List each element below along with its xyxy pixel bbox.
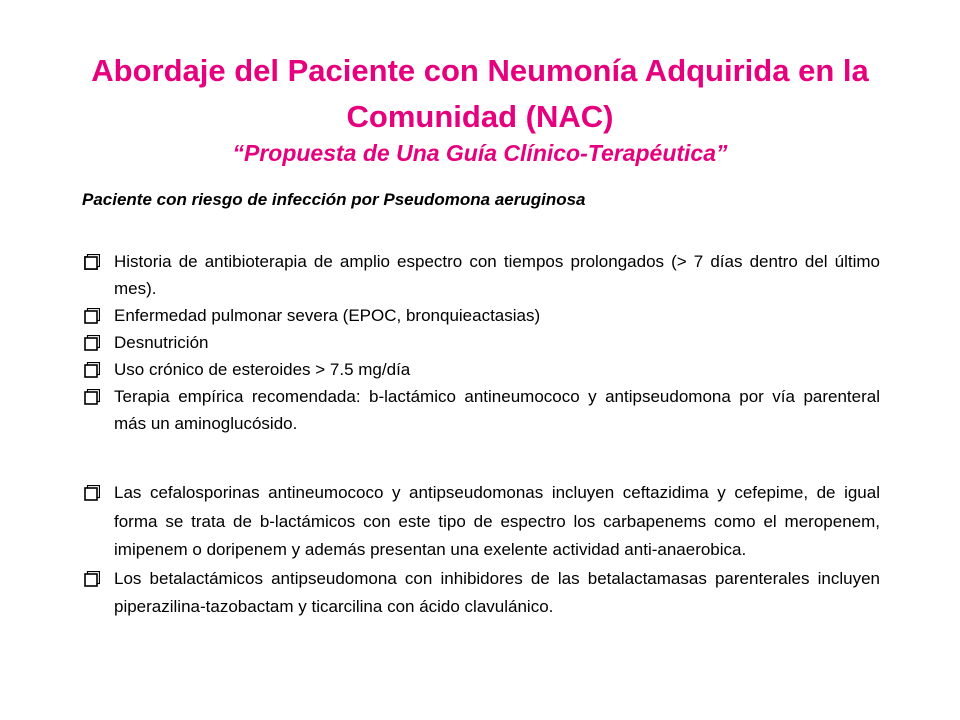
list-item-text: Los betalactámicos antipseudomona con inhibidores de las betalactamasas parenterales incluyen piperazilina-tazobactam y ticarcilina con ácido clavulánico. bbox=[114, 568, 880, 616]
checkbox-icon bbox=[84, 485, 100, 501]
list-item-text: Uso crónico de esteroides > 7.5 mg/día bbox=[114, 360, 411, 379]
slide-subtitle: “Propuesta de Una Guía Clínico-Terapéutica” bbox=[232, 140, 728, 166]
list-item-text: Enfermedad pulmonar severa (EPOC, bronquieactasias) bbox=[114, 306, 541, 325]
list-item bbox=[82, 383, 880, 437]
list-item-text: Las cefalosporinas antineumococo y antipseudomonas incluyen ceftazidima y cefepime, de igual forma se trata de b-lactámicos con este tipo de espectro los carbapenems como el meropenem, imipenem o doripenem y además presentan una exelente actividad anti-anaerobica. bbox=[114, 483, 880, 559]
list-item-text: Terapia empírica recomendada: b-lactámico antineumococo y antipseudomona por vía parenteral más un aminoglucósido. bbox=[114, 387, 880, 433]
checkbox-icon bbox=[84, 335, 100, 351]
notes-list bbox=[82, 479, 880, 622]
list-item bbox=[82, 479, 880, 565]
list-item bbox=[82, 302, 880, 329]
checkbox-icon bbox=[84, 571, 100, 587]
checkbox-icon bbox=[84, 389, 100, 405]
section-heading: Paciente con riesgo de infección por Pseudomona aeruginosa bbox=[82, 190, 586, 209]
list-item-text: Desnutrición bbox=[114, 333, 209, 352]
list-item bbox=[82, 356, 880, 383]
checkbox-icon bbox=[84, 254, 100, 270]
list-item bbox=[82, 248, 880, 302]
checkbox-icon bbox=[84, 308, 100, 324]
list-item-text: Historia de antibioterapia de amplio espectro con tiempos prolongados (> 7 días dentro del último mes). bbox=[114, 252, 880, 298]
slide-title: Abordaje del Paciente con Neumonía Adquirida en la Comunidad (NAC) bbox=[91, 53, 869, 134]
risk-criteria-list bbox=[82, 248, 880, 437]
list-item bbox=[82, 565, 880, 622]
checkbox-icon bbox=[84, 362, 100, 378]
list-item bbox=[82, 329, 880, 356]
